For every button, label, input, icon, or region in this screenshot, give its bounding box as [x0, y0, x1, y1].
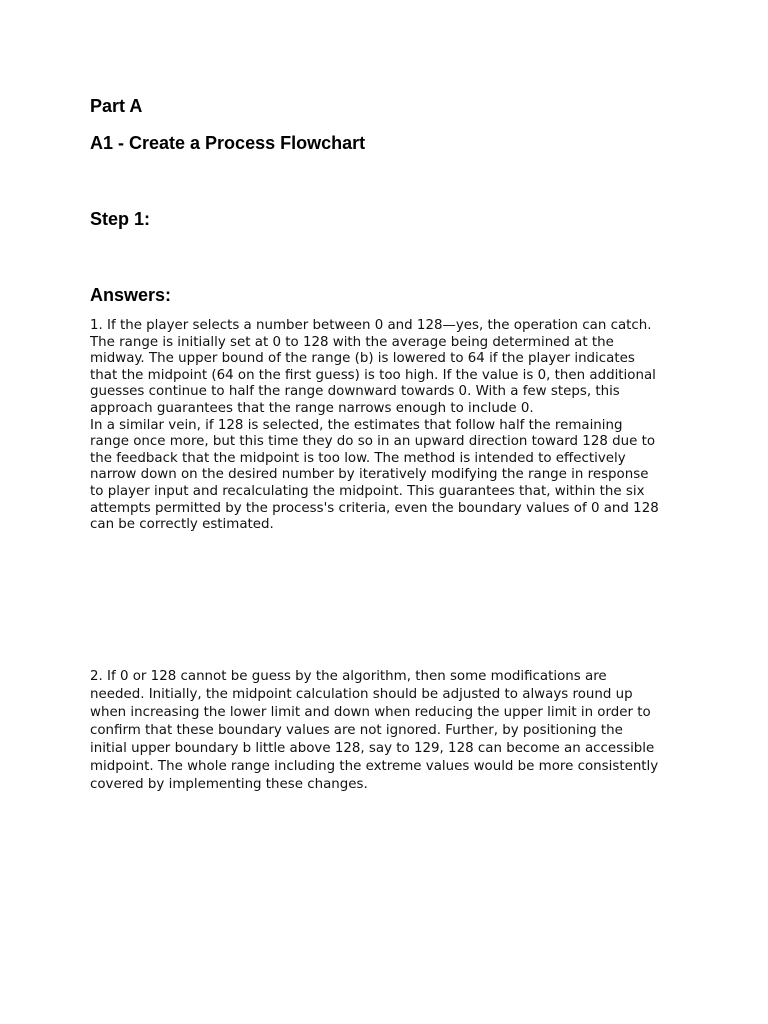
answer-1-paragraph-2: In a similar vein, if 128 is selected, the estimates that follow half the remaining range once more, but this time they do so in an upward direction toward 128 due to the feedback that the midpoint is too low. The method is intended to effectively narrow down on the desired number by iteratively modifying the range in response to player input and recalculating the midpoint. This guarantees that, within the six attempts permitted by the process's criteria, even the boundary values of 0 and 128 can be correctly estimated.: [90, 417, 659, 533]
answer-2-paragraph: 2. If 0 or 128 cannot be guess by the algorithm, then some modifications are needed. Initially, the midpoint calculation should be adjusted to always round up when increasing the lower limit and down when reducing the upper limit in order to confirm that these boundary values are not ignored. Further, by positioning the initial upper boundary b little above 128, say to 129, 128 can become an accessible midpoint. The whole range including the extreme values would be more consistently covered by implementing these changes.: [90, 669, 659, 792]
answers-label: Answers:: [90, 285, 172, 305]
section-title: A1 - Create a Process Flowchart: [90, 133, 366, 153]
answer-1: [90, 318, 690, 534]
answer-2: [90, 668, 690, 794]
answer-1-paragraph-1: 1. If the player selects a number between 0 and 128—yes, the operation can catch. The range is initially set at 0 to 128 with the average being determined at the midway. The upper bound of the range (b) is lowered to 64 if the player indicates that the midpoint (64 on the first guess) is too high. If the value is 0, then additional guesses continue to half the range downward towards 0. With a few steps, this approach guarantees that the range narrows enough to include 0.: [90, 318, 656, 416]
step-label: Step 1:: [90, 209, 151, 229]
part-title: Part A: [90, 96, 143, 116]
